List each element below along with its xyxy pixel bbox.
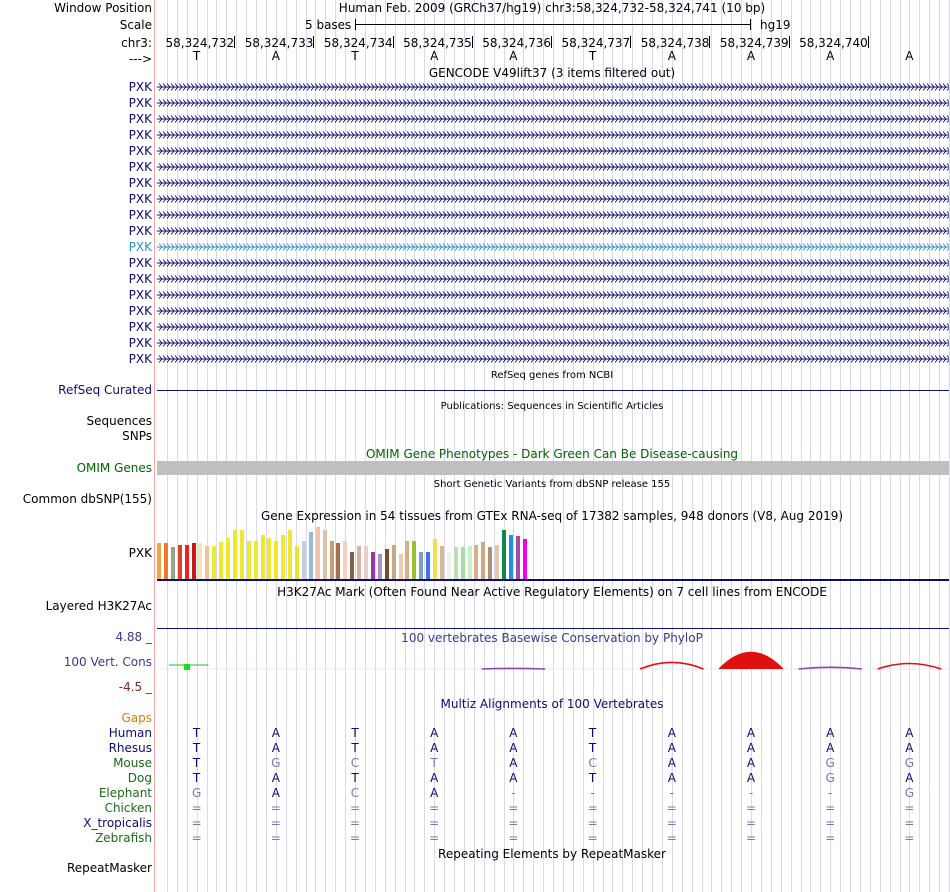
ruler-position: 58,324,733: [244, 36, 314, 50]
multiz-base: T: [192, 756, 201, 770]
gtex-bar[interactable]: [350, 552, 354, 580]
phylop-mark: [482, 668, 545, 669]
multiz-base: T: [430, 756, 438, 770]
multiz-species-label[interactable]: Zebrafish: [95, 831, 152, 845]
dna-base: A: [271, 49, 280, 63]
multiz-base: A: [905, 741, 914, 755]
gtex-bar[interactable]: [323, 530, 327, 580]
h3k27ac-label[interactable]: Layered H3K27Ac: [45, 599, 152, 613]
multiz-base: =: [666, 831, 677, 845]
multiz-base: A: [667, 726, 676, 740]
scale-label: Scale: [119, 18, 152, 32]
multiz-base: A: [430, 786, 439, 800]
scale-bar-left-tick: [355, 19, 356, 30]
gtex-bar[interactable]: [454, 547, 458, 579]
multiz-base: =: [666, 801, 677, 815]
scale-assembly: hg19: [760, 18, 791, 32]
gencode-transcript-label[interactable]: PXK: [128, 192, 152, 206]
scale-bar-right-tick: [750, 19, 751, 30]
multiz-base: =: [429, 801, 440, 815]
gtex-bar[interactable]: [495, 545, 499, 579]
gencode-title: GENCODE V49lift37 (3 items filtered out): [428, 66, 676, 80]
phylop-max-label: 4.88 _: [115, 630, 152, 644]
multiz-base: A: [667, 741, 676, 755]
multiz-base: =: [191, 816, 202, 830]
gtex-bar[interactable]: [198, 543, 202, 579]
gtex-baseline: [157, 579, 949, 581]
gtex-bar[interactable]: [267, 538, 271, 579]
gtex-bar[interactable]: [261, 535, 265, 579]
multiz-base: =: [904, 816, 915, 830]
gtex-bar[interactable]: [343, 541, 347, 580]
gencode-transcript-label[interactable]: PXK: [128, 128, 152, 142]
gencode-transcript[interactable]: [157, 210, 949, 220]
gtex-bar[interactable]: [288, 530, 292, 580]
gtex-bar[interactable]: [502, 530, 506, 580]
label-divider[interactable]: [154, 0, 155, 892]
multiz-base: G: [904, 756, 915, 770]
multiz-base: A: [826, 741, 835, 755]
multiz-title: Multiz Alignments of 100 Vertebrates: [440, 697, 664, 711]
gtex-bar[interactable]: [433, 539, 437, 579]
ruler-position: 58,324,740: [799, 36, 868, 50]
gencode-transcript[interactable]: [157, 146, 949, 156]
publications-title: Publications: Sequences in Scientific Articles: [440, 401, 664, 412]
gtex-bar-chart[interactable]: [157, 524, 949, 579]
strand-label: --->: [128, 52, 152, 66]
multiz-species-label[interactable]: Dog: [127, 771, 152, 785]
gtex-bar[interactable]: [316, 527, 320, 579]
gtex-bar[interactable]: [378, 554, 382, 579]
gencode-transcript-label[interactable]: PXK: [128, 96, 152, 110]
multiz-base: T: [192, 741, 201, 755]
gtex-bar[interactable]: [309, 532, 313, 579]
repeatmasker-label[interactable]: RepeatMasker: [66, 861, 152, 875]
multiz-base: A: [826, 726, 835, 740]
phylop-min-label: -4.5 _: [118, 680, 152, 694]
dna-base: A: [430, 49, 439, 63]
dna-base: T: [588, 49, 597, 63]
gencode-transcript-label[interactable]: PXK: [128, 304, 152, 318]
multiz-base: =: [508, 816, 519, 830]
multiz-base: A: [430, 726, 439, 740]
gtex-bar[interactable]: [302, 541, 306, 580]
multiz-base: C: [350, 756, 360, 770]
multiz-base: =: [349, 831, 361, 845]
h3k27ac-title: H3K27Ac Mark (Often Found Near Active Regulatory Elements) on 7 cell lines from ENCODE: [277, 585, 827, 599]
gtex-bar[interactable]: [488, 547, 492, 579]
multiz-base: A: [905, 771, 914, 785]
multiz-species-label[interactable]: Rhesus: [108, 741, 152, 755]
multiz-base: A: [271, 771, 280, 785]
gtex-bar[interactable]: [274, 541, 278, 580]
gtex-bar[interactable]: [178, 545, 182, 579]
gencode-transcript-label[interactable]: PXK: [128, 160, 152, 174]
omim-label[interactable]: OMIM Genes: [76, 461, 152, 475]
gtex-bar[interactable]: [474, 545, 478, 579]
h3k27ac-line: [157, 628, 949, 629]
multiz-base: =: [745, 816, 757, 830]
multiz-base: =: [429, 831, 440, 845]
phylop-mark: [878, 664, 941, 670]
window-position-value: Human Feb. 2009 (GRCh37/hg19) chr3:58,324,732-58,324,741 (10 bp): [338, 1, 766, 15]
dbsnp-title: Short Genetic Variants from dbSNP release 155: [433, 479, 671, 490]
gencode-transcript[interactable]: [157, 290, 949, 300]
scale-value: 5 bases: [305, 18, 352, 32]
gtex-bar[interactable]: [468, 546, 472, 579]
gtex-bar[interactable]: [385, 549, 389, 579]
multiz-base: -: [828, 786, 833, 800]
multiz-base: -: [669, 786, 674, 800]
gencode-transcript-label[interactable]: PXK: [128, 272, 152, 286]
multiz-base: A: [746, 726, 756, 740]
multiz-species-label[interactable]: Human: [108, 726, 152, 740]
multiz-base: A: [509, 756, 518, 770]
gencode-transcript[interactable]: [157, 242, 949, 252]
gencode-transcript-label[interactable]: PXK: [128, 176, 152, 190]
multiz-base: T: [351, 741, 359, 755]
multiz-base: G: [271, 756, 281, 770]
chrom-label: chr3:: [121, 36, 152, 50]
multiz-base: =: [349, 816, 361, 830]
multiz-base: A: [509, 771, 518, 785]
multiz-base: G: [825, 771, 835, 785]
gencode-transcript-label[interactable]: PXK: [128, 224, 152, 238]
ruler-position: 58,324,734: [323, 36, 393, 50]
dna-base: A: [667, 49, 676, 63]
gtex-bar[interactable]: [295, 546, 299, 579]
gencode-transcript[interactable]: [157, 274, 949, 284]
dna-base: A: [746, 49, 756, 63]
multiz-base: A: [746, 771, 756, 785]
gtex-bar[interactable]: [523, 539, 527, 579]
gtex-bar[interactable]: [357, 546, 361, 579]
gtex-bar[interactable]: [516, 536, 520, 579]
gencode-transcript[interactable]: [157, 338, 949, 348]
phylop-mark: [184, 664, 190, 670]
gencode-transcript-label[interactable]: PXK: [128, 112, 152, 126]
multiz-base: C: [350, 786, 360, 800]
gtex-label[interactable]: PXK: [128, 546, 152, 560]
gtex-bar[interactable]: [164, 543, 168, 579]
multiz-base: C: [588, 756, 597, 770]
multiz-base: T: [351, 771, 359, 785]
gtex-bar[interactable]: [419, 552, 423, 580]
gencode-transcript-label[interactable]: PXK: [128, 208, 152, 222]
refseq-label[interactable]: RefSeq Curated: [58, 383, 152, 397]
multiz-base: A: [746, 756, 756, 770]
multiz-base: G: [904, 786, 915, 800]
multiz-base: =: [904, 801, 915, 815]
multiz-base: T: [192, 771, 201, 785]
gencode-transcript[interactable]: [157, 226, 949, 236]
phylop-label[interactable]: 100 Vert. Cons: [63, 655, 152, 669]
gencode-transcript[interactable]: [157, 130, 949, 140]
multiz-base: =: [270, 816, 281, 830]
ruler-tick: [789, 36, 790, 48]
gencode-transcript[interactable]: [157, 162, 949, 172]
multiz-base: A: [905, 726, 914, 740]
multiz-base: A: [271, 741, 280, 755]
gencode-transcript[interactable]: [157, 98, 949, 108]
gtex-bar[interactable]: [447, 552, 451, 580]
gtex-bar[interactable]: [192, 543, 196, 579]
gtex-bar[interactable]: [281, 535, 285, 579]
ruler-tick: [551, 36, 552, 48]
gencode-transcript-label[interactable]: PXK: [128, 256, 152, 270]
ruler-position: 58,324,737: [561, 36, 631, 50]
multiz-base: =: [191, 801, 202, 815]
publications-label-snps[interactable]: SNPs: [122, 429, 152, 443]
gencode-transcript[interactable]: [157, 258, 949, 268]
phylop-mark: [640, 662, 703, 669]
multiz-species-label[interactable]: Mouse: [113, 756, 152, 770]
multiz-base: G: [191, 786, 202, 800]
gtex-bar[interactable]: [219, 542, 223, 579]
multiz-base: -: [590, 786, 595, 800]
multiz-base: T: [588, 771, 597, 785]
multiz-base: =: [587, 831, 598, 845]
omim-title: OMIM Gene Phenotypes - Dark Green Can Be Disease-causing: [365, 447, 739, 461]
multiz-base: A: [667, 756, 676, 770]
gtex-bar[interactable]: [157, 543, 161, 579]
gtex-bar[interactable]: [233, 530, 237, 580]
gtex-bar[interactable]: [481, 542, 485, 579]
multiz-base: =: [587, 801, 598, 815]
ruler-position: 58,324,736: [482, 36, 551, 50]
gtex-bar[interactable]: [426, 552, 430, 580]
gtex-title: Gene Expression in 54 tissues from GTEx RNA-seq of 17382 samples, 948 donors (V8, Aug 2019): [260, 509, 844, 523]
gtex-bar[interactable]: [461, 547, 465, 579]
ruler-tick: [709, 36, 710, 48]
multiz-base: A: [430, 771, 439, 785]
multiz-base: T: [351, 726, 359, 740]
multiz-base: =: [666, 816, 677, 830]
gtex-bar[interactable]: [509, 535, 513, 579]
multiz-base: =: [270, 831, 281, 845]
gencode-transcript-label[interactable]: PXK: [128, 288, 152, 302]
dbsnp-label[interactable]: Common dbSNP(155): [22, 492, 152, 506]
multiz-base: -: [511, 786, 516, 800]
ruler-tick: [868, 36, 869, 48]
gtex-bar[interactable]: [254, 541, 258, 580]
multiz-base: =: [429, 816, 440, 830]
ruler-position: 58,324,735: [403, 36, 472, 50]
multiz-base: A: [667, 771, 676, 785]
multiz-base: A: [509, 726, 518, 740]
gtex-bar[interactable]: [336, 543, 340, 579]
multiz-base: -: [748, 786, 754, 800]
ruler-position: 58,324,739: [719, 36, 789, 50]
window-position-label: Window Position: [54, 1, 152, 15]
gtex-bar[interactable]: [392, 545, 396, 579]
gtex-bar[interactable]: [226, 538, 230, 579]
dna-base: A: [826, 49, 835, 63]
gtex-bar[interactable]: [440, 546, 444, 579]
multiz-base: T: [192, 726, 201, 740]
gencode-transcript-label[interactable]: PXK: [128, 320, 152, 334]
gtex-bar[interactable]: [247, 541, 251, 580]
gtex-bar[interactable]: [399, 554, 403, 579]
multiz-base: A: [430, 741, 439, 755]
multiz-base: =: [825, 831, 836, 845]
gtex-bar[interactable]: [240, 530, 244, 580]
gencode-transcript[interactable]: [157, 322, 949, 332]
multiz-base: =: [745, 801, 757, 815]
gtex-bar[interactable]: [330, 541, 334, 580]
multiz-species-label[interactable]: X_tropicalis: [83, 816, 152, 830]
gencode-transcript-label[interactable]: PXK: [128, 336, 152, 350]
multiz-base: G: [825, 756, 835, 770]
ruler-tick: [472, 36, 473, 48]
gtex-bar[interactable]: [185, 545, 189, 579]
multiz-base: A: [509, 741, 518, 755]
ruler-tick: [313, 36, 314, 48]
multiz-base: A: [271, 786, 280, 800]
ruler-position: 58,324,732: [165, 36, 235, 50]
multiz-base: =: [349, 801, 361, 815]
multiz-base: =: [587, 816, 598, 830]
scale-bar: [355, 24, 751, 25]
multiz-base: =: [745, 831, 757, 845]
gtex-bar[interactable]: [412, 541, 416, 580]
dna-base: A: [905, 49, 914, 63]
gencode-transcript-label[interactable]: PXK: [128, 240, 152, 254]
gencode-transcript-label[interactable]: PXK: [128, 352, 152, 366]
publications-label-sequences[interactable]: Sequences: [86, 414, 152, 428]
gtex-bar[interactable]: [405, 541, 409, 580]
phylop-mark: [719, 653, 782, 670]
multiz-base: =: [825, 816, 836, 830]
dna-base: T: [192, 49, 201, 63]
multiz-base: A: [746, 741, 756, 755]
gencode-transcript[interactable]: [157, 306, 949, 316]
multiz-gaps-label[interactable]: Gaps: [121, 711, 152, 725]
dna-base: A: [509, 49, 518, 63]
multiz-base: =: [904, 831, 915, 845]
ruler-tick: [393, 36, 394, 48]
dna-base: T: [351, 49, 359, 63]
gencode-transcript-label[interactable]: PXK: [128, 80, 152, 94]
gtex-bar[interactable]: [171, 547, 175, 579]
ruler-tick: [630, 36, 631, 48]
gtex-bar[interactable]: [364, 546, 368, 579]
gencode-transcript-label[interactable]: PXK: [128, 144, 152, 158]
gencode-transcript[interactable]: [157, 82, 949, 92]
repeatmasker-title: Repeating Elements by RepeatMasker: [438, 847, 666, 861]
multiz-base: A: [271, 726, 280, 740]
refseq-line[interactable]: [157, 390, 949, 391]
multiz-species-label[interactable]: Chicken: [104, 801, 152, 815]
refseq-title: RefSeq genes from NCBI: [490, 370, 614, 381]
multiz-base: T: [588, 726, 597, 740]
gencode-transcript[interactable]: [157, 194, 949, 204]
gtex-bar[interactable]: [371, 552, 375, 580]
gtex-bar[interactable]: [205, 546, 209, 579]
multiz-base: =: [270, 801, 281, 815]
gencode-transcript[interactable]: [157, 114, 949, 124]
multiz-species-label[interactable]: Elephant: [98, 786, 152, 800]
gencode-transcript[interactable]: [157, 178, 949, 188]
gencode-transcript[interactable]: [157, 354, 949, 364]
multiz-base: =: [508, 831, 519, 845]
multiz-base: =: [508, 801, 519, 815]
omim-gene-bar[interactable]: [157, 461, 949, 475]
ruler-position: 58,324,738: [640, 36, 710, 50]
phylop-plot[interactable]: [157, 645, 949, 685]
gtex-bar[interactable]: [212, 546, 216, 579]
ruler-tick: [234, 36, 235, 48]
multiz-base: =: [825, 801, 836, 815]
phylop-title: 100 vertebrates Basewise Conservation by PhyloP: [401, 631, 703, 645]
multiz-base: T: [588, 741, 597, 755]
multiz-base: =: [191, 831, 202, 845]
